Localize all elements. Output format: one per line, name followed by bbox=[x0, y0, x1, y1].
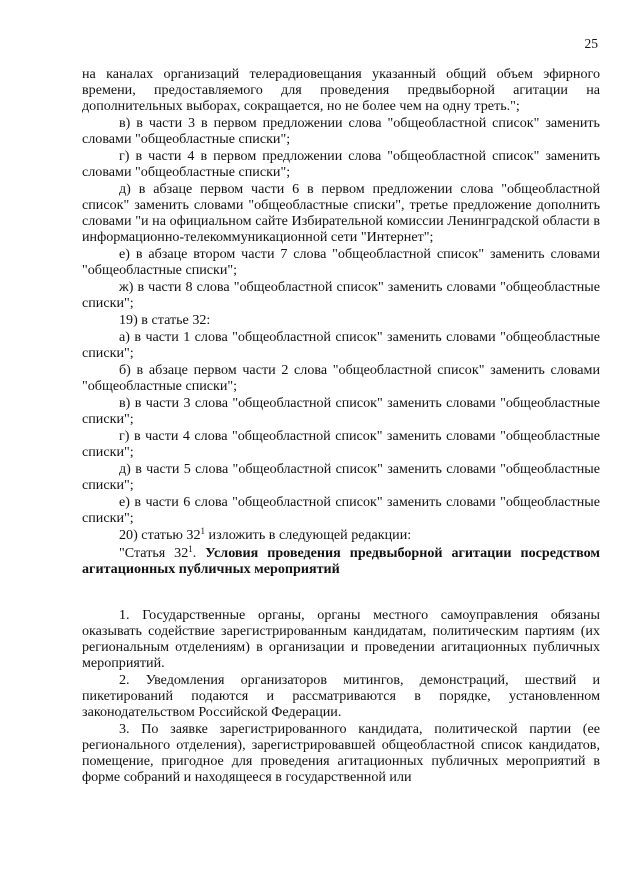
paragraph-2: 2. Уведомления организаторов митингов, демонстраций, шествий и пикетирований подаются и рассматриваются в порядке, установленном законодательством Российской Федерации. bbox=[82, 672, 600, 720]
paragraph-3: 3. По заявке зарегистрированного кандидата, политической партии (ее регионального отделения), зарегистрировавшей общеобластной список кандидатов, помещение, пригодное для проведения агитационных публичных мероприятий в форме собраний и находящееся в государственной или bbox=[82, 721, 600, 785]
article-prefix: "Статья 32 bbox=[119, 545, 189, 561]
paragraph-intro: на каналах организаций телерадиовещания указанный общий объем эфирного времени, предоставляемого для проведения предвыборной агитации на дополнительных выборах, сокращается, но не более чем на одну треть."; bbox=[82, 66, 600, 114]
document-body bbox=[82, 66, 600, 785]
item20-superscript: 1 bbox=[200, 526, 206, 536]
paragraph-art32-b: б) в абзаце первом части 2 слова "общеобластной список" заменить словами "общеобластные списки"; bbox=[82, 362, 600, 394]
paragraph-item-20 bbox=[82, 527, 600, 543]
paragraph-art32-g: г) в части 4 слова "общеобластной список" заменить словами "общеобластные списки"; bbox=[82, 428, 600, 460]
page-number: 25 bbox=[584, 36, 598, 51]
paragraph-art32-a: а) в части 1 слова "общеобластной список" заменить словами "общеобластные списки"; bbox=[82, 329, 600, 361]
paragraph-item-d: д) в абзаце первом части 6 в первом предложении слова "общеобластной список" заменить словами "общеобластные списки", третье предложение дополнить словами "и на официальном сайте Избирательной комиссии Ленинградской области в информационно-телекоммуникационной сети "Интернет"; bbox=[82, 181, 600, 245]
item20-text-b: изложить в следующей редакции: bbox=[205, 527, 412, 543]
paragraph-item-zh: ж) в части 8 слова "общеобластной список" заменить словами "общеобластные списки"; bbox=[82, 279, 600, 311]
paragraph-art32-d: д) в части 5 слова "общеобластной список" заменить словами "общеобластные списки"; bbox=[82, 461, 600, 493]
article-heading bbox=[82, 545, 600, 577]
article-title: Условия проведения предвыборной агитации посредством агитационных публичных мероприятий bbox=[82, 545, 600, 577]
paragraph-item-19: 19) в статье 32: bbox=[119, 312, 211, 328]
article-superscript: 1 bbox=[188, 544, 193, 554]
item20-text-a: 20) статью 32 bbox=[119, 527, 201, 543]
article-dot: . bbox=[192, 545, 206, 561]
paragraph-1: 1. Государственные органы, органы местного самоуправления обязаны оказывать содействие зарегистрированным кандидатам, политическим партиям (их региональным отделениям) в организации и проведении агитационных публичных мероприятий. bbox=[82, 607, 600, 671]
paragraph-item-v: в) в части 3 в первом предложении слова "общеобластной список" заменить словами "общеобластные списки"; bbox=[82, 115, 600, 147]
paragraph-item-e: е) в абзаце втором части 7 слова "общеобластной список" заменить словами "общеобластные списки"; bbox=[82, 246, 600, 278]
paragraph-art32-v: в) в части 3 слова "общеобластной список" заменить словами "общеобластные списки"; bbox=[82, 395, 600, 427]
paragraph-art32-e: е) в части 6 слова "общеобластной список" заменить словами "общеобластные списки"; bbox=[82, 494, 600, 526]
paragraph-item-g: г) в части 4 в первом предложении слова "общеобластной список" заменить словами "общеобластные списки"; bbox=[82, 148, 600, 180]
